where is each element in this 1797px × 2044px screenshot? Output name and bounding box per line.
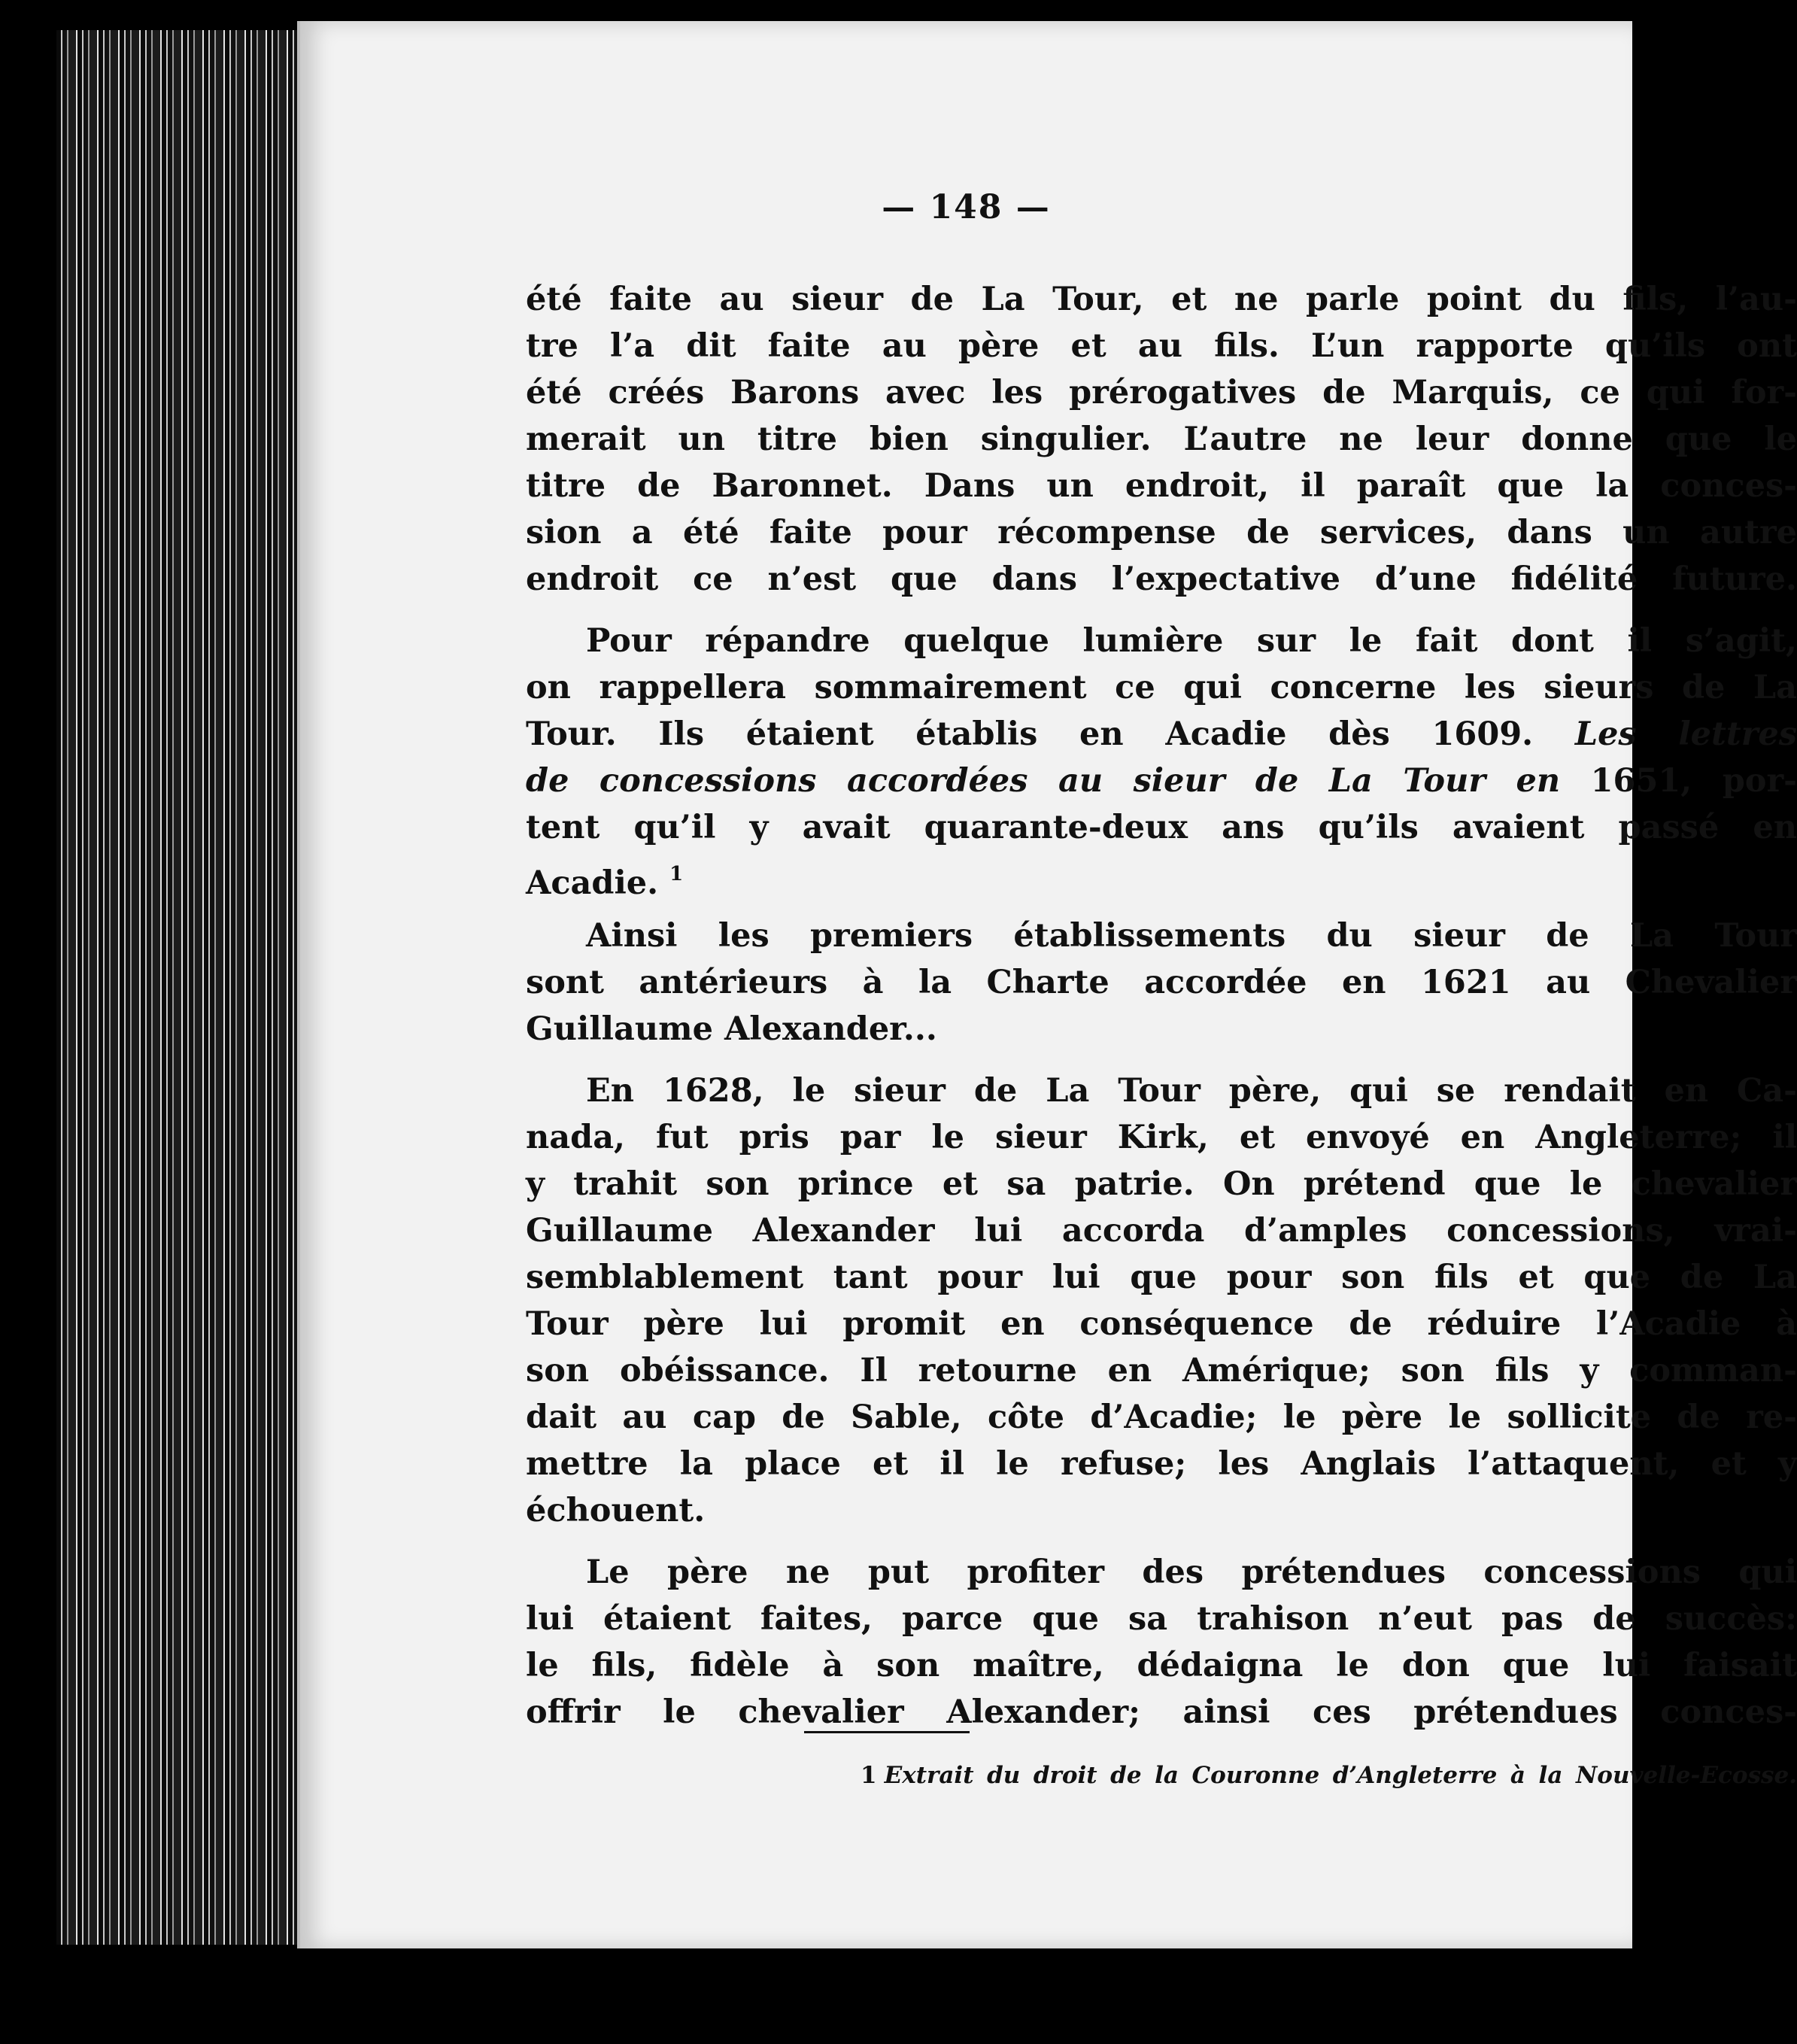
text-line	[526, 762, 1797, 800]
text-line: sion a été faite pour récompense de services, dans un autre	[526, 514, 1797, 551]
text-line	[526, 715, 1797, 753]
book-page-edges	[56, 30, 312, 1945]
text-line: été faite au sieur de La Tour, et ne parle point du fils, l’au-	[526, 281, 1797, 318]
italic-text: de concessions accordées au sieur de La Tour en	[526, 762, 1561, 800]
text-line: y trahit son prince et sa patrie. On prétend que le chevalier	[526, 1165, 1797, 1203]
text-line: endroit ce n’est que dans l’expectative d’une fidélité future.	[526, 560, 1797, 598]
text-line: le fils, fidèle à son maître, dédaigna le don que lui faisait	[526, 1647, 1797, 1684]
text-line	[526, 855, 1797, 902]
text-line: Le père ne put profiter des prétendues concessions qui	[586, 1554, 1797, 1591]
text-line: mettre la place et il le refuse; les Anglais l’attaquent, et y	[526, 1445, 1797, 1483]
text-line: tre l’a dit faite au père et au fils. L’un rapporte qu’ils ont	[526, 327, 1797, 365]
text-line: semblablement tant pour lui que pour son fils et que de La	[526, 1259, 1797, 1296]
text-line: Ainsi les premiers établissements du sieur de La Tour	[586, 917, 1797, 955]
footnote	[861, 1760, 1797, 1790]
text-line: échouent.	[526, 1492, 706, 1529]
text-line: Guillaume Alexander...	[526, 1010, 937, 1048]
italic-text: Les lettres	[1574, 715, 1797, 753]
text-line: Guillaume Alexander lui accorda d’amples concessions, vrai-	[526, 1212, 1797, 1250]
text-line: titre de Baronnet. Dans un endroit, il paraît que la conces-	[526, 467, 1797, 505]
page-number: — 148 —	[882, 188, 1051, 226]
text-line: dait au cap de Sable, côte d’Acadie; le père le sollicite de re-	[526, 1399, 1797, 1436]
text-line: Pour répandre quelque lumière sur le fait dont il s’agit,	[586, 622, 1797, 660]
footnote-text: Extrait du droit de la Couronne d’Angleterre à la Nouvelle-Ecosse.	[884, 1762, 1797, 1789]
text-segment: Tour. Ils étaient établis en Acadie dès 1609.	[526, 715, 1534, 753]
text-line: lui étaient faites, parce que sa trahison n’eut pas de succès:	[526, 1600, 1797, 1638]
text-line: merait un titre bien singulier. L’autre ne leur donne que le	[526, 421, 1797, 458]
text-line: son obéissance. Il retourne en Amérique; son fils y comman-	[526, 1352, 1797, 1389]
text-segment: Acadie.	[526, 864, 659, 902]
text-line: En 1628, le sieur de La Tour père, qui se rendait en Ca-	[586, 1072, 1797, 1110]
footnote-marker: 1	[861, 1762, 877, 1789]
text-line: nada, fut pris par le sieur Kirk, et envoyé en Angleterre; il	[526, 1119, 1797, 1156]
text-line: offrir le chevalier Alexander; ainsi ces prétendues conces-	[526, 1693, 1797, 1731]
text-line: sont antérieurs à la Charte accordée en 1621 au Chevalier	[526, 964, 1797, 1001]
footnote-reference: 1	[669, 863, 684, 885]
book-page	[297, 21, 1797, 1948]
footnote-divider	[804, 1731, 970, 1733]
text-line: tent qu’il y avait quarante-deux ans qu’ils avaient passé en	[526, 809, 1797, 846]
text-line: Tour père lui promit en conséquence de réduire l’Acadie à	[526, 1305, 1797, 1343]
text-segment: 1651, por-	[1590, 762, 1797, 800]
text-line: on rappellera sommairement ce qui concerne les sieurs de La	[526, 669, 1797, 706]
text-line: été créés Barons avec les prérogatives de Marquis, ce qui for-	[526, 374, 1797, 412]
